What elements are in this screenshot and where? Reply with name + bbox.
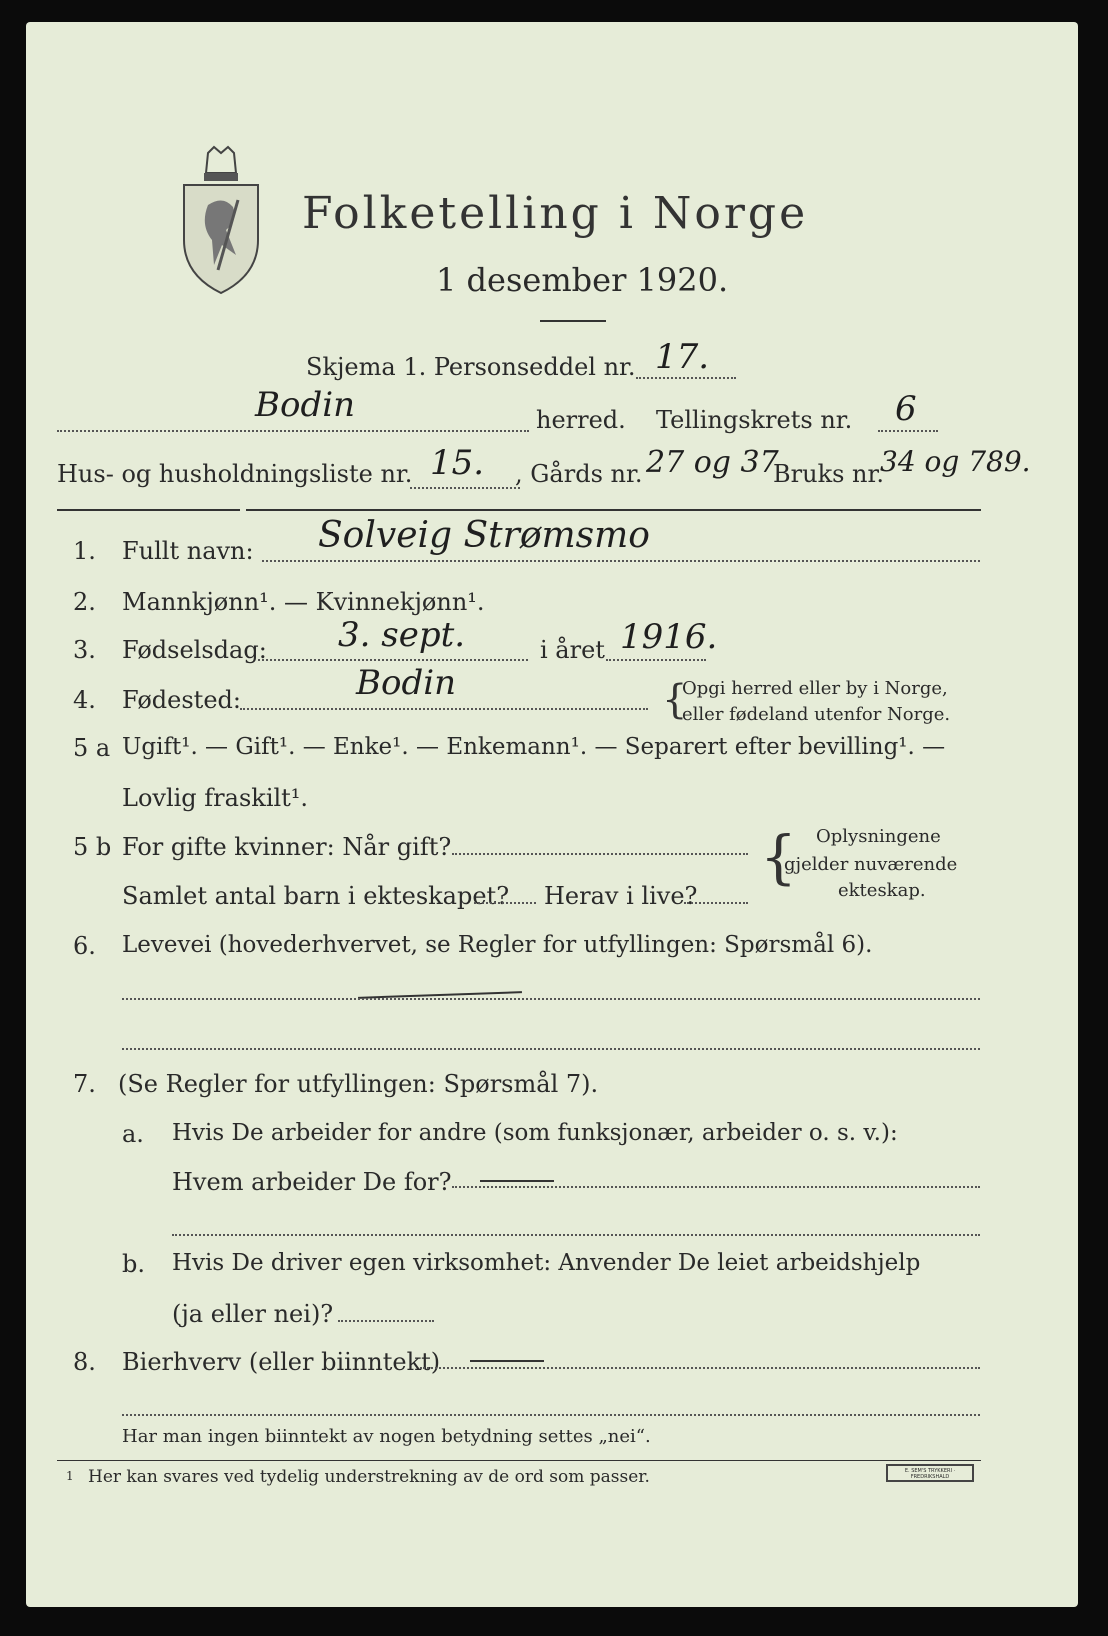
household-line: [410, 487, 520, 489]
census-date: 1 desember 1920.: [436, 261, 729, 299]
printer-stamp: [886, 1464, 974, 1482]
hired-help-line[interactable]: [338, 1320, 434, 1322]
q4-note-line1: Opgi herred eller by i Norge,: [682, 678, 948, 699]
q3-number: 3.: [73, 636, 96, 664]
birthplace-value[interactable]: Bodin: [356, 663, 456, 703]
household-list-label: Hus- og husholdningsliste nr.: [57, 460, 413, 488]
birth-year-value[interactable]: 1916.: [620, 617, 718, 657]
q7-number: 7.: [73, 1070, 96, 1098]
q5b-label: For gifte kvinner: Når gift?: [122, 833, 452, 861]
marital-status-options-cont[interactable]: Lovlig fraskilt¹.: [122, 784, 309, 812]
gards-value[interactable]: 27 og 37: [646, 445, 779, 480]
employer-line-2[interactable]: [172, 1234, 980, 1236]
header-underline-right: [246, 509, 981, 511]
herred-label: herred.: [536, 406, 626, 434]
q4-brace: {: [662, 677, 688, 723]
side-income-line-2[interactable]: [122, 1414, 980, 1416]
printer-stamp-text: E. SEM'S TRYKKERI · FREDRIKSHALD: [904, 1468, 956, 1480]
q5b-children-label: Samlet antal barn i ekteskapet?: [122, 882, 510, 910]
q6-number: 6.: [73, 932, 96, 960]
q5b-note-line2: gjelder nuværende: [784, 854, 958, 875]
children-count-line[interactable]: [474, 902, 536, 904]
q3-year-label: i året: [540, 636, 605, 664]
bruks-label: Bruks nr.: [773, 460, 884, 488]
q1-number: 1.: [73, 537, 96, 565]
employer-dash: [480, 1180, 554, 1182]
q1-line: [262, 560, 980, 562]
q7b-yes-no-label: (ja eller nei)?: [172, 1300, 334, 1328]
q7a-label: Hvis De arbeider for andre (som funksjonær, arbeider o. s. v.):: [172, 1120, 898, 1146]
header-underline-left: [57, 509, 240, 511]
side-income-dash: [470, 1360, 544, 1362]
q8-note: Har man ingen biinntekt av nogen betydning settes „nei“.: [122, 1426, 651, 1447]
children-alive-line[interactable]: [684, 902, 748, 904]
personseddel-line: [636, 377, 736, 379]
q3-year-line: [606, 659, 706, 661]
q5b-brace: {: [760, 823, 797, 891]
title-divider: [540, 320, 606, 322]
full-name-value[interactable]: Solveig Strømsmo: [318, 515, 650, 556]
footnote-marker: 1: [66, 1469, 74, 1483]
q5a-number: 5 a: [73, 734, 111, 762]
footnote-text: Her kan svares ved tydelig understrekning av de ord som passer.: [88, 1467, 650, 1487]
herred-value[interactable]: Bodin: [255, 385, 355, 425]
married-when-line[interactable]: [452, 853, 748, 855]
marital-status-options[interactable]: Ugift¹. — Gift¹. — Enke¹. — Enkemann¹. — Separert efter bevilling¹. —: [122, 734, 946, 760]
gards-label: , Gårds nr.: [515, 460, 643, 488]
occupation-line-2[interactable]: [122, 1048, 980, 1050]
q4-note-line2: eller fødeland utenfor Norge.: [682, 704, 951, 725]
side-income-line-1[interactable]: [420, 1367, 980, 1369]
q8-label: Bierhverv (eller biinntekt): [122, 1348, 441, 1376]
household-list-value[interactable]: 15.: [430, 443, 485, 483]
skjema-label: Skjema 1. Personseddel nr.: [306, 353, 636, 381]
footnote-divider: [57, 1460, 981, 1461]
personseddel-number[interactable]: 17.: [655, 337, 710, 377]
q6-label: Levevei (hovederhvervet, se Regler for utfyllingen: Spørsmål 6).: [122, 932, 873, 958]
q3-line: [258, 659, 528, 661]
q5b-alive-label: Herav i live?: [544, 882, 698, 910]
q4-label: Fødested:: [122, 686, 241, 714]
q5b-note-line3: ekteskap.: [838, 880, 926, 901]
tellingskrets-value[interactable]: 6: [895, 389, 917, 429]
tellingskrets-label: Tellingskrets nr.: [656, 406, 853, 434]
form-title: Folketelling i Norge: [302, 188, 809, 239]
q8-number: 8.: [73, 1348, 96, 1376]
q4-line: [240, 708, 648, 710]
occupation-line-1[interactable]: [122, 998, 980, 1000]
q3-label: Fødselsdag:: [122, 636, 267, 664]
bruks-value[interactable]: 34 og 789.: [880, 445, 1031, 478]
q7-label: (Se Regler for utfyllingen: Spørsmål 7).: [118, 1070, 599, 1098]
q7b-label: Hvis De driver egen virksomhet: Anvender De leiet arbeidshjelp: [172, 1250, 921, 1276]
tellingskrets-line: [878, 430, 938, 432]
q4-number: 4.: [73, 686, 96, 714]
norwegian-coat-of-arms-icon: [178, 145, 264, 295]
gender-options[interactable]: Mannkjønn¹. — Kvinnekjønn¹.: [122, 588, 485, 616]
q7b-letter: b.: [122, 1250, 145, 1278]
herred-line: [57, 430, 529, 432]
q7a-letter: a.: [122, 1120, 144, 1148]
q7a-employer-label: Hvem arbeider De for?: [172, 1168, 452, 1196]
birthday-value[interactable]: 3. sept.: [338, 615, 466, 655]
q1-label: Fullt navn:: [122, 537, 254, 565]
q5b-number: 5 b: [73, 833, 112, 861]
q5b-note-line1: Oplysningene: [816, 826, 941, 847]
q2-number: 2.: [73, 588, 96, 616]
employer-line-1[interactable]: [452, 1186, 980, 1188]
